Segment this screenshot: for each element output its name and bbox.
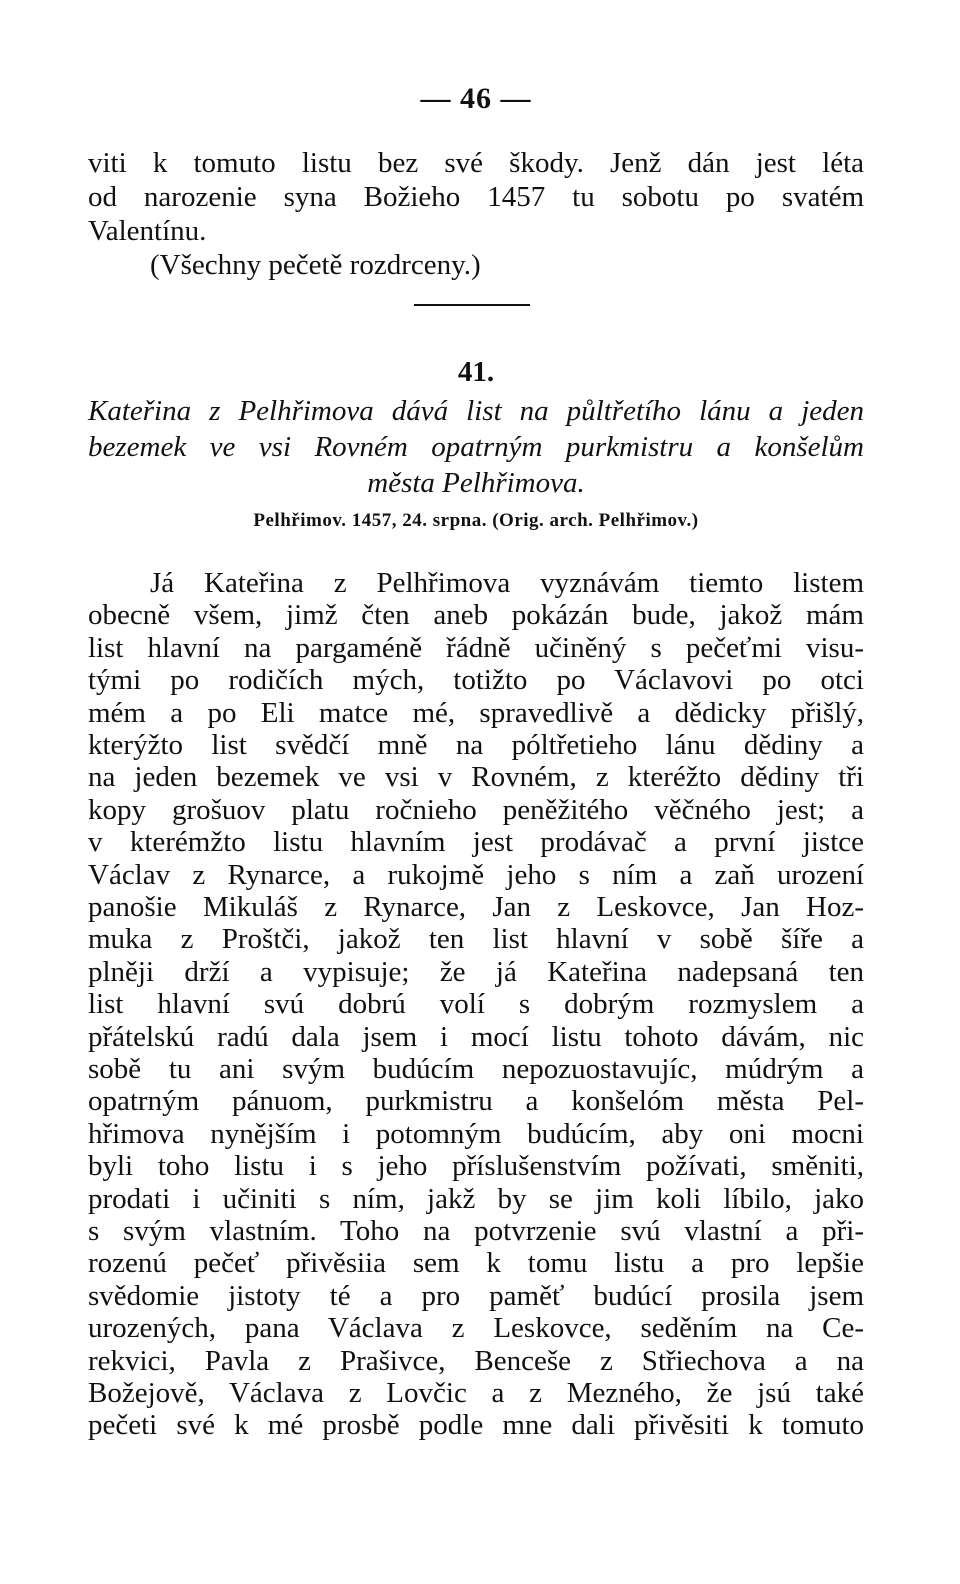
document-heading-line: Kateřina z Pelhřimova dává list na půltřetího lánu a jeden <box>88 395 864 427</box>
document-heading-line: bezemek ve vsi Rovném opatrným purkmistru a konšelům <box>88 431 864 463</box>
body-text-line: v kterémžto listu hlavním jest prodávač a první jistce <box>88 826 864 859</box>
body-text-line: plněji drží a vypisuje; že já Kateřina nadepsaná ten <box>88 955 864 988</box>
body-text-line: panošie Mikuláš z Rynarce, Jan z Leskovce, Jan Hoz- <box>88 891 864 923</box>
body-text-line: kopy grošuov platu ročnieho peněžitého věčného jest; a <box>88 793 864 826</box>
body-text-line: Václav z Rynarce, a rukojmě jeho s ním a zaň urození <box>88 858 864 891</box>
body-text-line: hřimova nynějším i potomným budúcím, aby oni mocni <box>88 1117 864 1150</box>
body-text-line: přátelskú radú dala jsem i mocí listu tohoto dávám, nic <box>88 1020 864 1053</box>
body-text-line: kterýžto list svědčí mně na póltřetieho lánu dědiny a <box>88 729 864 761</box>
body-text-line: rekvici, Pavla z Prašivce, Benceše z Střiechova a na <box>88 1344 864 1377</box>
section-divider <box>414 304 530 306</box>
text-line: Valentínu. <box>88 215 207 247</box>
body-text-line: opatrným pánuom, purkmistru a konšelóm města Pel- <box>88 1085 864 1118</box>
body-text-line: svědomie jistoty té a pro paměť budúcí prosila jsem <box>88 1279 864 1312</box>
body-text-line: prodati i učiniti s ním, jakž by se jim koli líbilo, jako <box>88 1182 864 1215</box>
body-text-line: Já Kateřina z Pelhřimova vyznávám tiemto listem <box>150 567 864 599</box>
body-text-line: Božejově, Václava z Lovčic a z Mezného, že jsú také <box>88 1377 864 1409</box>
body-text-line: urozených, pana Václava z Leskovce, seděním na Ce- <box>88 1312 864 1345</box>
text-line: od narozenie syna Božieho 1457 tu sobotu po svatém <box>88 181 864 213</box>
body-text-line: mém a po Eli matce mé, spravedlivě a dědicky přišlý, <box>88 696 864 729</box>
body-text-line: sobě tu ani svým budúcím nepozuostavujíc, múdrým a <box>88 1053 864 1085</box>
body-text-line: na jeden bezemek ve vsi v Rovném, z kteréžto dědiny tři <box>88 761 864 794</box>
document-heading-line: města Pelhřimova. <box>367 467 585 499</box>
body-text-line: obecně všem, jimž čten aneb pokázán bude, jakož mám <box>88 599 864 632</box>
body-text-line: rozenú pečeť přivěsiia sem k tomu listu a pro lepšie <box>88 1247 864 1280</box>
document-source: Pelhřimov. 1457, 24. srpna. (Orig. arch. Pelhřimov.) <box>253 510 699 531</box>
body-text-line: muka z Proštči, jakož ten list hlavní v sobě šíře a <box>88 923 864 956</box>
body-text-line: s svým vlastním. Toho na potvrzenie svú vlastní a při- <box>88 1215 864 1247</box>
page-number: — 46 — <box>420 82 532 115</box>
body-text-line: list hlavní svú dobrú volí s dobrým rozmyslem a <box>88 988 864 1021</box>
body-text-line: tými po rodičích mých, totižto po Václavovi po otci <box>88 664 864 697</box>
seal-note: (Všechny pečetě rozdrceny.) <box>150 249 481 281</box>
document-number: 41. <box>457 356 495 388</box>
text-line: viti k tomuto listu bez své škody. Jenž dán jest léta <box>88 147 864 179</box>
body-text-line: pečeti své k mé prosbě podle mne dali přivěsiti k tomuto <box>88 1409 864 1442</box>
body-text-line: byli toho listu i s jeho příslušenstvím požívati, směniti, <box>88 1150 864 1183</box>
body-text-line: list hlavní na pargaméně řádně učiněný s pečeťmi visu- <box>88 631 864 664</box>
